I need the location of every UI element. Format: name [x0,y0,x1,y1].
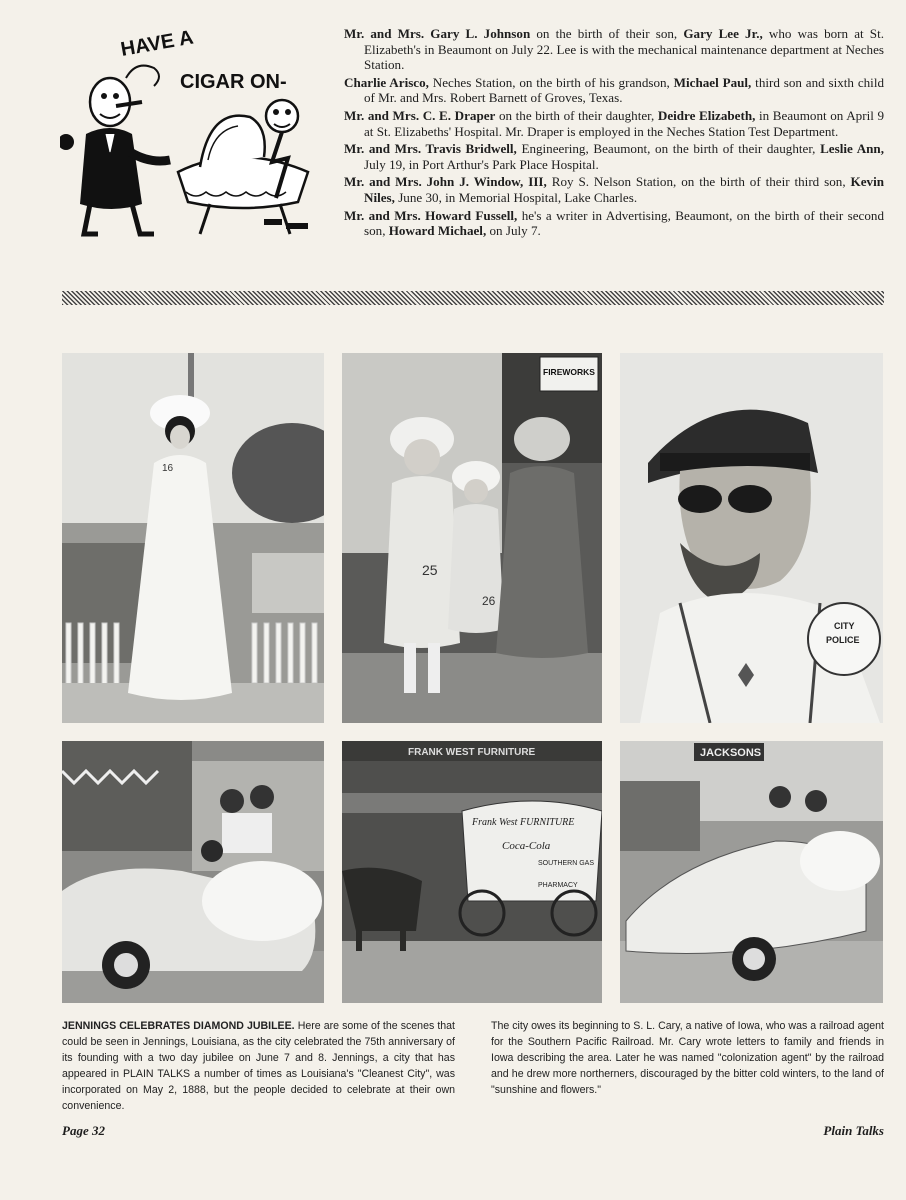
contestant-number-25: 25 [422,562,438,578]
photo-police-officer [620,353,883,723]
hatched-divider [62,291,884,305]
bassinet-illustration [178,116,308,234]
wagon-pharmacy-text: PHARMACY [538,882,578,889]
wagon-coca-cola-text: Coca-Cola [502,840,551,852]
photo-girl-in-white-dress [62,353,324,723]
announcement-arisco: Charlie Arisco, Neches Station, on the birth of his grandson, Michael Paul, third son and sixth child of Mr. and Mrs. Robert Barnett of Groves, Texas. [344,74,884,106]
jacksons-sign: JACKSONS [700,747,762,759]
caption-left-column [62,1018,455,1114]
caption-left-text: Here are some of the scenes that could be seen in Jennings, Louisiana, as the city celebrated the 75th anniversary of its founding with a two day jubilee on June 7 and 8. Jennings, a city that has appeared in PLAIN TALKS a number of times as Louisiana's "Cleanest City", was incorporated on May 2, 1888, but the people decided to celebrate at their own convenience. [62,1020,455,1112]
photo-children-in-bonnets [342,353,602,723]
announcement-window: Mr. and Mrs. John J. Window, III, Roy S. Nelson Station, on the birth of their third son, Kevin Niles, June 30, in Memorial Hospital, Lake Charles. [344,174,884,205]
contestant-number-16: 16 [162,463,174,474]
cartoon-headline-2: CIGAR ON- [180,71,287,93]
wagon-furniture-text: Frank West FURNITURE [472,817,575,828]
patch-city-text: CITY [834,621,855,631]
smoking-man-illustration [60,66,170,234]
birth-announcements [344,26,884,241]
wagon-southern-gas-text: SOUTHERN GAS [538,860,595,867]
photo-convertible-parade-1 [62,741,324,1003]
caption-right-column [491,1018,884,1098]
caption-right-text: The city owes its beginning to S. L. Cary, a native of Iowa, who was a railroad agent for the Southern Pacific Railroad. Mr. Cary wrote letters to family and friends in Iowa describing the area. Later he was named "colonization agent" by the railroad and he drew more northerners, discouraged by the bitter cold winters, to the land of "sunshine and flowers." [491,1020,884,1096]
fireworks-sign: FIREWORKS [543,367,595,377]
caption-headline: JENNINGS CELEBRATES DIAMOND JUBILEE. [62,1020,295,1032]
announcement-fussell: Mr. and Mrs. Howard Fussell, he's a writer in Advertising, Beaumont, on the birth of their second son, Howard Michael, on July 7. [344,207,884,239]
announcement-draper: Mr. and Mrs. C. E. Draper on the birth of their daughter, Deidre Elizabeth, in Beaumont on April 9 at St. Elizabeths' Hospital. Mr. Draper is employed in the Neches Station Test Department. [344,107,884,139]
photo-furniture-wagon [342,741,602,1003]
announcement-bridwell: Mr. and Mrs. Travis Bridwell, Engineering, Beaumont, on the birth of their daughter, Leslie Ann, July 19, in Port Arthur's Park Place Hospital. [344,141,884,172]
publication-name: Plain Talks [823,1123,884,1138]
page-number: Page 32 [62,1123,105,1138]
patch-police-text: POLICE [826,635,860,645]
cartoon-headline-1: HAVE A [119,26,196,61]
contestant-number-26: 26 [482,594,496,608]
photo-convertible-parade-2 [620,741,883,1003]
furniture-store-sign: FRANK WEST FURNITURE [408,747,536,758]
cigar-cartoon [60,22,330,252]
announcement-johnson: Mr. and Mrs. Gary L. Johnson on the birth of their son, Gary Lee Jr., who was born at St. Elizabeth's in Beaumont on July 22. Lee is with the mechanical maintenance department at Neches Station. [344,26,884,73]
